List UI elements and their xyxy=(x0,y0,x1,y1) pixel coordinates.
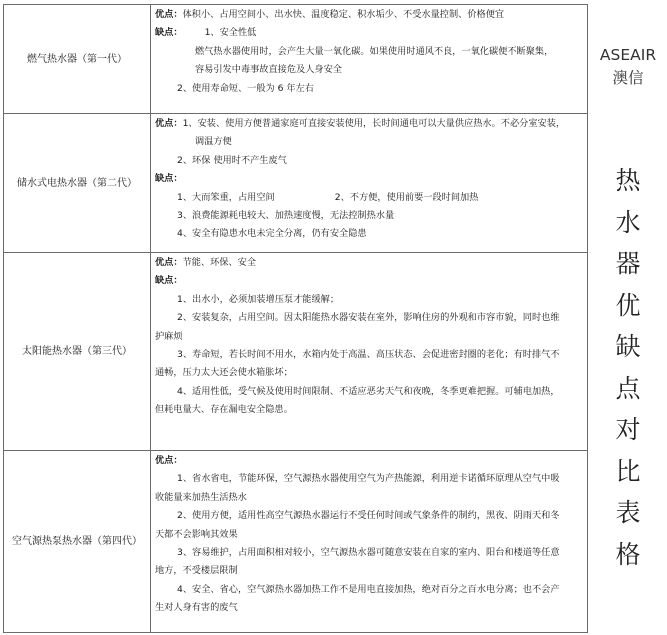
pros-text: 天都不会影响其效果 xyxy=(155,528,238,540)
side-title-char: 器 xyxy=(615,249,641,278)
pros-item: 3、容易维护，占用面积相对较小，空气源热水器可随意安装在自家的室内、阳台和楼道等任意 xyxy=(177,547,560,559)
cons-item: 2、使用寿命短、一般为 6 年左右 xyxy=(177,82,314,94)
side-title-char: 优 xyxy=(615,290,641,320)
cons-label: 缺点： xyxy=(155,275,183,287)
comparison-table xyxy=(3,4,588,633)
side-title-char: 比 xyxy=(615,456,641,486)
cons-item: 1、出水小，必须加装增压泵才能缓解； xyxy=(177,293,340,305)
pros-text: 地方，不受楼层限制 xyxy=(155,565,238,577)
cons-item: 4、安全有隐患水电未完全分离，仍有安全隐患 xyxy=(177,228,367,240)
pros-text: 1、安装、使用方便普通家庭可直接安装使用，长时间通电可以大量供应热水。不必分室安装， xyxy=(182,118,566,129)
cons-item: 2、安装复杂，占用空间。因太阳能热水器安装在室外，影响住房的外观和市容市貌，同时也维 xyxy=(177,312,560,324)
pros-text: 体积小、占用空间小、出水快、温度稳定、积水垢少、不受水量控制、价格便宜 xyxy=(182,9,505,20)
cons-item: 2、不方便，使用前要一段时间加热 xyxy=(334,191,479,203)
side-title-char: 格 xyxy=(615,539,641,569)
side-title-char: 点 xyxy=(615,373,641,403)
cons-item: 1、大而笨重，占用空间 xyxy=(177,191,275,203)
row-desc-air-source xyxy=(151,451,588,633)
cons-text: 但耗电量大、存在漏电安全隐患。 xyxy=(155,404,293,416)
pros-text: 节能、环保、安全 xyxy=(182,257,257,268)
table-row xyxy=(4,5,588,114)
pros-label: 优点： xyxy=(155,118,183,129)
row-desc-gas xyxy=(151,5,588,114)
cons-text: 燃气热水器使用时，会产生大量一氧化碳。如果使用时通风不良，一氧化碳便不断聚集， xyxy=(195,45,554,57)
pros-label: 优点： xyxy=(155,455,183,466)
side-title-char: 缺 xyxy=(615,332,641,361)
pros-label: 优点： xyxy=(155,9,183,20)
pros-text: 收能量来加热生活热水 xyxy=(155,491,247,503)
cons-text: 通畅，压力太大还会使水箱胀坏； xyxy=(155,367,293,379)
cons-item: 1、安全性低 xyxy=(204,27,257,39)
row-desc-solar xyxy=(151,253,588,451)
pros-item: 2、环保 使用时不产生废气 xyxy=(177,154,287,166)
cons-item: 4、适用性低，受气候及使用时间限制、不适应恶劣天气和夜晚，冬季更难把握。可辅电加热， xyxy=(177,385,560,397)
row-desc-storage-electric xyxy=(151,114,588,253)
pros-label: 优点： xyxy=(155,257,183,268)
table-row xyxy=(4,114,588,253)
pros-item: 1、省水省电，节能环保，空气源热水器使用空气为产热能源，利用逆卡诺循环原理从空气中吸 xyxy=(177,473,560,485)
brand-name-zh: 澳信 xyxy=(612,69,644,87)
side-title-char: 水 xyxy=(615,207,641,237)
cons-item: 3、寿命短，若长时间不用水，水箱内处于高温、高压状态、会促进密封圈的老化；有时排气不 xyxy=(177,349,560,361)
cons-item: 3、浪费能源耗电较大、加热速度慢，无法控制热水量 xyxy=(177,210,395,222)
cons-label: 缺点： xyxy=(155,173,183,185)
cons-text: 护麻烦 xyxy=(155,330,183,342)
row-name-storage-electric: 储水式电热水器（第二代） xyxy=(4,114,151,253)
side-title-char: 热 xyxy=(615,166,641,195)
table-row xyxy=(4,253,588,451)
row-name-gas: 燃气热水器（第一代） xyxy=(4,5,151,114)
side-title xyxy=(604,160,652,575)
table-row xyxy=(4,451,588,633)
row-name-air-source: 空气源热泵热水器（第四代） xyxy=(4,451,151,633)
pros-item: 2、使用方便，适用性高空气源热水器运行不受任何时间或气象条件的制约，黑夜、阴雨天和冬 xyxy=(177,510,560,522)
cons-text: 容易引发中毒事故直接危及人身安全 xyxy=(195,64,342,76)
pros-text: 调温方便 xyxy=(195,136,232,148)
side-title-char: 表 xyxy=(615,498,641,527)
row-name-solar: 太阳能热水器（第三代） xyxy=(4,253,151,451)
pros-item: 4、安全、省心，空气源热水器加热工作不是用电直接加热，绝对百分之百水电分离；也不会产 xyxy=(177,583,560,595)
brand-name-en: ASEAIR xyxy=(599,46,657,64)
pros-text: 生对人身有害的废气 xyxy=(155,602,238,614)
side-title-char: 对 xyxy=(615,415,641,444)
cons-label: 缺点： xyxy=(155,27,183,39)
